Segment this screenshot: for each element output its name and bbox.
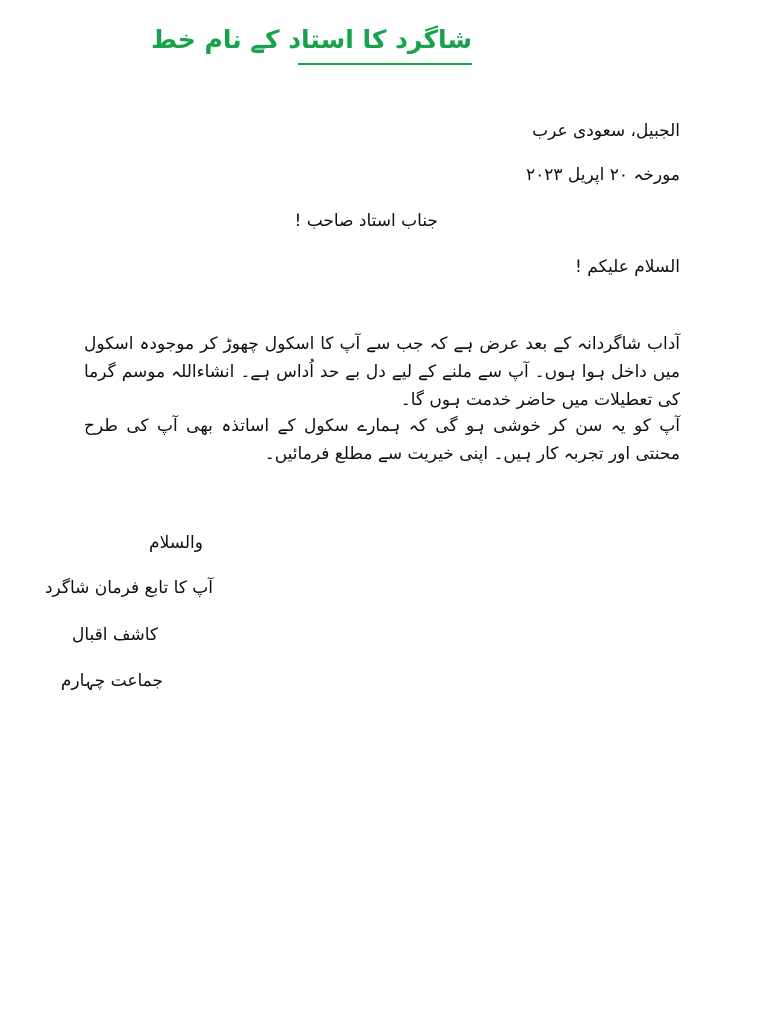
title-block bbox=[151, 22, 472, 65]
addressee-line: جناب استاد صاحب ! bbox=[294, 211, 438, 231]
greeting-line: السلام علیکم ! bbox=[575, 257, 680, 277]
date-line: مورخہ ۲۰ اپریل ۲۰۲۳ bbox=[525, 165, 680, 185]
paragraph-1: آداب شاگردانہ کے بعد عرض ہے کہ جب سے آپ کا اسکول چھوڑ کر موجودہ اسکول میں داخل ہوا ہوں۔ آپ سے ملنے کے لیے دل بے حد اُداس ہے۔ انشاءاللہ موسم گرما کی تعطیلات میں حاضر خدمت ہوں گا۔ bbox=[84, 334, 680, 410]
place-line: الجبیل، سعودی عرب bbox=[532, 121, 680, 141]
paragraph-2: آپ کو یہ سن کر خوشی ہو گی کہ ہمارے سکول کے اساتذہ بھی آپ کی طرح محنتی اور تجربہ کار ہیں۔ اپنی خیریت سے مطلع فرمائیں۔ bbox=[84, 416, 680, 464]
letter-title: شاگرد کا استاد کے نام خط bbox=[151, 25, 472, 54]
closing-line: والسلام bbox=[149, 533, 203, 553]
student-name: کاشف اقبال bbox=[71, 625, 158, 645]
student-class: جماعت چہارم bbox=[60, 671, 163, 691]
signature-line: آپ کا تابع فرمان شاگرد bbox=[44, 578, 213, 598]
title-underline bbox=[298, 63, 472, 65]
